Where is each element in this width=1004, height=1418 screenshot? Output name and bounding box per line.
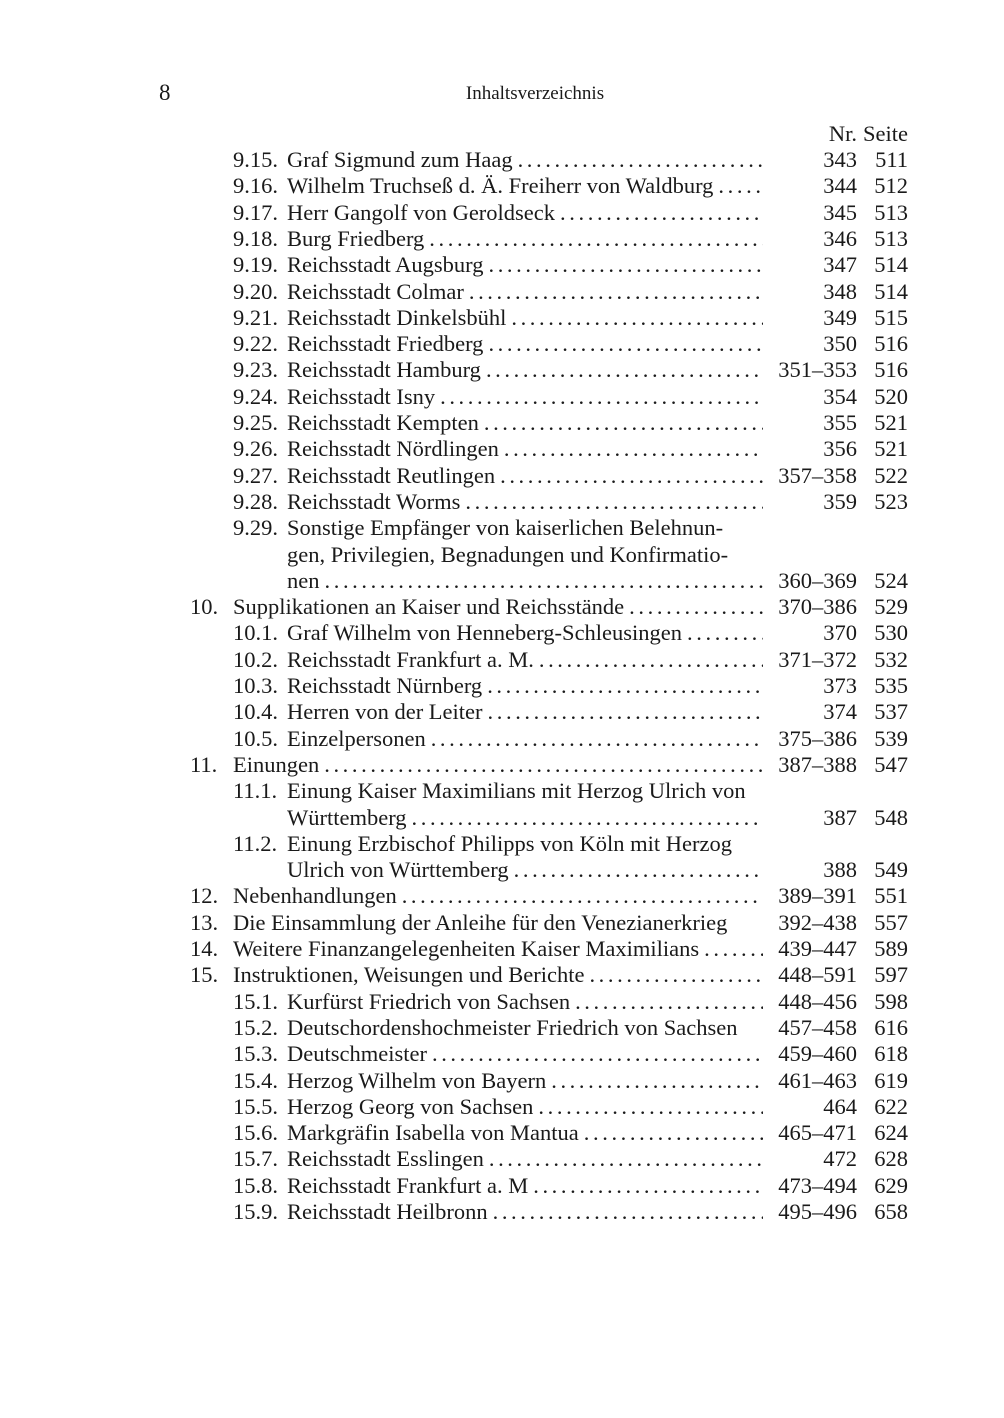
document-number: 375–386 bbox=[778, 725, 857, 751]
toc-entry bbox=[0, 1120, 1004, 1146]
subsection-number: 10.5. bbox=[233, 725, 278, 751]
dot-leader bbox=[495, 463, 763, 489]
toc-entry bbox=[0, 778, 1004, 804]
document-number: 351–353 bbox=[778, 357, 857, 383]
dot-leader bbox=[424, 226, 763, 252]
document-number: 354 bbox=[823, 383, 857, 409]
entry-title bbox=[287, 699, 763, 725]
subsection-number: 15.4. bbox=[233, 1067, 278, 1093]
document-number: 387–388 bbox=[778, 751, 857, 777]
document-number: 370–386 bbox=[778, 594, 857, 620]
toc-entry bbox=[0, 699, 1004, 725]
subsection-number: 15.7. bbox=[233, 1146, 278, 1172]
entry-title-text: Reichsstadt Kempten bbox=[287, 410, 479, 435]
subsection-number: 9.29. bbox=[233, 515, 278, 541]
page-number-ref: 589 bbox=[874, 936, 908, 961]
toc-entry bbox=[0, 226, 1004, 252]
dot-leader bbox=[682, 620, 763, 646]
dot-leader bbox=[579, 1120, 763, 1146]
subsection-number: 9.25. bbox=[233, 410, 278, 435]
entry-title-text: Einung Kaiser Maximilians mit Herzog Ulrich von bbox=[287, 778, 746, 804]
subsection-number: 15.3. bbox=[233, 1041, 278, 1067]
entry-title bbox=[287, 831, 847, 857]
dot-leader bbox=[570, 989, 763, 1015]
entry-title-text: Reichsstadt Isny bbox=[287, 383, 436, 409]
page-number-ref: 624 bbox=[874, 1120, 908, 1146]
entry-title bbox=[287, 568, 763, 594]
subsection-number: 15.6. bbox=[233, 1120, 278, 1146]
dot-leader bbox=[546, 1068, 763, 1094]
toc-entry bbox=[0, 252, 1004, 278]
toc-entry bbox=[0, 489, 1004, 515]
page-number-ref: 524 bbox=[874, 567, 908, 593]
subsection-number: 9.28. bbox=[233, 488, 278, 514]
dot-leader bbox=[483, 331, 763, 357]
entry-title bbox=[287, 410, 763, 436]
dot-leader bbox=[584, 962, 763, 988]
entry-title-text: Reichsstadt Colmar bbox=[287, 278, 464, 304]
toc-entry bbox=[0, 910, 1004, 936]
entry-title-text: Kurfürst Friedrich von Sachsen bbox=[287, 988, 571, 1014]
toc-entry bbox=[0, 200, 1004, 226]
document-number: 461–463 bbox=[778, 1067, 857, 1093]
dot-leader bbox=[481, 357, 763, 383]
entry-title-text: Reichsstadt Esslingen bbox=[287, 1146, 484, 1172]
entry-title bbox=[287, 989, 763, 1015]
dot-leader bbox=[624, 594, 763, 620]
dot-leader bbox=[484, 1146, 763, 1172]
dot-leader bbox=[483, 699, 763, 725]
toc-entry bbox=[0, 1041, 1004, 1067]
toc-entry bbox=[0, 568, 1004, 594]
running-title: Inhaltsverzeichnis bbox=[465, 83, 605, 104]
entry-title bbox=[287, 1146, 763, 1172]
toc-entry bbox=[0, 1173, 1004, 1199]
document-number: 359 bbox=[823, 488, 857, 514]
entry-title-text: Markgräfin Isabella von Mantua bbox=[287, 1120, 579, 1146]
dot-leader bbox=[435, 384, 763, 410]
entry-title-text: Supplikationen an Kaiser und Reichsstände bbox=[233, 594, 625, 620]
entry-title bbox=[287, 1041, 763, 1067]
document-number: 457–458 bbox=[778, 1014, 857, 1040]
entry-title bbox=[287, 542, 847, 568]
page-number-ref: 530 bbox=[874, 620, 908, 646]
entry-title bbox=[233, 936, 763, 962]
entry-title bbox=[287, 436, 763, 462]
toc-entry bbox=[0, 515, 1004, 541]
entry-title-text: Reichsstadt Nördlingen bbox=[287, 436, 499, 462]
subsection-number: 9.15. bbox=[233, 147, 278, 172]
subsection-number: 9.19. bbox=[233, 252, 278, 278]
toc-entry bbox=[0, 331, 1004, 357]
entry-title bbox=[287, 279, 763, 305]
subsection-number: 15.8. bbox=[233, 1172, 278, 1198]
dot-leader bbox=[319, 752, 763, 778]
subsection-number: 15.2. bbox=[233, 1014, 278, 1040]
entry-title bbox=[287, 673, 763, 699]
dot-leader bbox=[397, 883, 763, 909]
entry-title-text: nen bbox=[287, 567, 320, 593]
page-number: 8 bbox=[159, 80, 171, 105]
entry-title-text: Graf Sigmund zum Haag bbox=[287, 147, 513, 172]
entry-title-text: Herzog Georg von Sachsen bbox=[287, 1093, 534, 1119]
dot-leader bbox=[534, 647, 763, 673]
dot-leader bbox=[506, 305, 763, 331]
document-number: 343 bbox=[823, 147, 857, 172]
entry-title-text: Reichsstadt Reutlingen bbox=[287, 462, 496, 488]
page-number-ref: 547 bbox=[874, 751, 908, 777]
entry-title-text: Ulrich von Württemberg bbox=[287, 857, 509, 883]
entry-title-text: Reichsstadt Nürnberg bbox=[287, 673, 483, 698]
page-number-ref: 598 bbox=[874, 988, 908, 1014]
dot-leader bbox=[713, 173, 763, 199]
toc-entry bbox=[0, 831, 1004, 857]
dot-leader bbox=[499, 436, 763, 462]
entry-title-text: Herr Gangolf von Geroldseck bbox=[287, 199, 556, 225]
dot-leader bbox=[479, 410, 763, 436]
toc-entry bbox=[0, 647, 1004, 673]
entry-title bbox=[287, 252, 763, 278]
subsection-number: 9.24. bbox=[233, 383, 278, 409]
entry-title-text: Wilhelm Truchseß d. Ä. Freiherr von Waldburg bbox=[287, 173, 714, 199]
entry-title bbox=[287, 726, 763, 752]
page-number-ref: 557 bbox=[874, 909, 908, 935]
entry-title-text: Reichsstadt Augsburg bbox=[287, 252, 484, 278]
entry-title bbox=[287, 1068, 763, 1094]
subsection-number: 11.1. bbox=[233, 778, 278, 804]
page-number-ref: 513 bbox=[874, 225, 908, 251]
dot-leader bbox=[464, 279, 763, 305]
document-number: 387 bbox=[823, 804, 857, 830]
document-number: 472 bbox=[823, 1146, 857, 1172]
dot-leader bbox=[513, 147, 763, 173]
document-number: 349 bbox=[823, 304, 857, 330]
document-number: 346 bbox=[823, 225, 857, 251]
entry-title bbox=[287, 620, 763, 646]
document-number: 345 bbox=[823, 199, 857, 225]
entry-title bbox=[287, 778, 847, 804]
document-number: 448–456 bbox=[778, 988, 857, 1014]
dot-leader bbox=[482, 673, 763, 699]
toc-entry bbox=[0, 436, 1004, 462]
document-number: 473–494 bbox=[778, 1172, 857, 1198]
entry-title bbox=[287, 1199, 763, 1225]
entry-title-text: Burg Friedberg bbox=[287, 225, 425, 251]
dot-leader bbox=[488, 1199, 763, 1225]
toc-entry bbox=[0, 989, 1004, 1015]
toc-entry bbox=[0, 384, 1004, 410]
page-number-ref: 522 bbox=[874, 462, 908, 488]
page-number-ref: 616 bbox=[874, 1014, 908, 1040]
page-number-ref: 520 bbox=[874, 383, 908, 409]
entry-title-text: Herzog Wilhelm von Bayern bbox=[287, 1067, 547, 1093]
page-number-ref: 537 bbox=[874, 699, 908, 725]
entry-title bbox=[287, 226, 763, 252]
page-number-ref: 521 bbox=[874, 436, 908, 462]
entry-title-text: Deutschordenshochmeister Friedrich von Sachsen bbox=[287, 1014, 738, 1040]
entry-title bbox=[287, 1173, 763, 1199]
page-number-ref: 539 bbox=[874, 725, 908, 751]
entry-title-text: Einzelpersonen bbox=[287, 725, 426, 751]
entry-title bbox=[287, 384, 763, 410]
page-number-ref: 535 bbox=[874, 673, 908, 698]
toc-entry bbox=[0, 962, 1004, 988]
dot-leader bbox=[483, 252, 763, 278]
page-number-ref: 521 bbox=[874, 410, 908, 435]
subsection-number: 9.21. bbox=[233, 304, 278, 330]
toc-entry bbox=[0, 1015, 1004, 1041]
entry-title-text: Reichsstadt Friedberg bbox=[287, 331, 484, 357]
dot-leader bbox=[555, 200, 763, 226]
subsection-number: 11.2. bbox=[233, 830, 278, 856]
dot-leader bbox=[427, 1041, 763, 1067]
document-number: 371–372 bbox=[778, 646, 857, 672]
document-number: 388 bbox=[823, 857, 857, 883]
toc-entry bbox=[0, 805, 1004, 831]
entry-title-text: Reichsstadt Heilbronn bbox=[287, 1199, 488, 1224]
subsection-number: 15.1. bbox=[233, 988, 278, 1014]
entry-title bbox=[233, 594, 763, 620]
toc-entry bbox=[0, 542, 1004, 568]
entry-title bbox=[287, 331, 763, 357]
page-number-ref: 532 bbox=[874, 646, 908, 672]
dot-leader bbox=[533, 1094, 763, 1120]
entry-title-text: Württemberg bbox=[287, 804, 407, 830]
entry-title bbox=[233, 752, 763, 778]
toc-entry bbox=[0, 1068, 1004, 1094]
entry-title-text: Reichsstadt Hamburg bbox=[287, 357, 481, 383]
entry-title-text: Reichsstadt Dinkelsbühl bbox=[287, 304, 507, 330]
page-number-ref: 523 bbox=[874, 488, 908, 514]
toc-entry bbox=[0, 357, 1004, 383]
toc-entry bbox=[0, 883, 1004, 909]
dot-leader bbox=[509, 857, 763, 883]
document-number: 373 bbox=[823, 673, 857, 698]
toc-entry bbox=[0, 857, 1004, 883]
toc-entry bbox=[0, 726, 1004, 752]
page-number-ref: 622 bbox=[874, 1093, 908, 1119]
subsection-number: 9.22. bbox=[233, 331, 278, 357]
column-header-seite: Seite bbox=[863, 121, 908, 146]
page-number-ref: 597 bbox=[874, 962, 908, 988]
document-number: 374 bbox=[823, 699, 857, 725]
entry-title bbox=[287, 357, 763, 383]
entry-title bbox=[233, 962, 763, 988]
document-number: 357–358 bbox=[778, 462, 857, 488]
document-number: 347 bbox=[823, 252, 857, 278]
section-number: 11. bbox=[190, 751, 218, 777]
subsection-number: 9.23. bbox=[233, 357, 278, 383]
page-number-ref: 619 bbox=[874, 1067, 908, 1093]
page-number-ref: 551 bbox=[874, 883, 908, 909]
dot-leader bbox=[699, 936, 763, 962]
page-number-ref: 512 bbox=[874, 173, 908, 199]
entry-title bbox=[287, 173, 763, 199]
document-number: 389–391 bbox=[778, 883, 857, 909]
page-number-ref: 514 bbox=[874, 278, 908, 304]
document-number: 392–438 bbox=[778, 909, 857, 935]
toc-entry bbox=[0, 147, 1004, 173]
subsection-number: 9.18. bbox=[233, 225, 278, 251]
document-number: 360–369 bbox=[778, 567, 857, 593]
entry-title-text: Nebenhandlungen bbox=[233, 883, 397, 909]
entry-title bbox=[287, 200, 763, 226]
document-number: 464 bbox=[823, 1093, 857, 1119]
subsection-number: 9.16. bbox=[233, 173, 278, 199]
document-number: 348 bbox=[823, 278, 857, 304]
dot-leader bbox=[426, 726, 763, 752]
entry-title-text: Sonstige Empfänger von kaiserlichen Belehnun- bbox=[287, 515, 724, 541]
toc-entry bbox=[0, 936, 1004, 962]
entry-title bbox=[287, 1094, 763, 1120]
subsection-number: 15.5. bbox=[233, 1093, 278, 1119]
page-number-ref: 516 bbox=[874, 331, 908, 357]
entry-title-text: Reichsstadt Frankfurt a. M. bbox=[287, 646, 534, 672]
entry-title bbox=[287, 305, 763, 331]
document-number: 344 bbox=[823, 173, 857, 199]
toc-entry bbox=[0, 1094, 1004, 1120]
document-number: 465–471 bbox=[778, 1120, 857, 1146]
subsection-number: 9.26. bbox=[233, 436, 278, 462]
subsection-number: 10.1. bbox=[233, 620, 278, 646]
document-number: 356 bbox=[823, 436, 857, 462]
entry-title-text: Einung Erzbischof Philipps von Köln mit Herzog bbox=[287, 830, 732, 856]
subsection-number: 10.3. bbox=[233, 673, 278, 698]
toc-entry bbox=[0, 752, 1004, 778]
document-number: 459–460 bbox=[778, 1041, 857, 1067]
entry-title-text: Reichsstadt Worms bbox=[287, 488, 461, 514]
section-number: 10. bbox=[190, 594, 219, 620]
section-number: 13. bbox=[190, 909, 219, 935]
page-number-ref: 618 bbox=[874, 1041, 908, 1067]
page-number-ref: 628 bbox=[874, 1146, 908, 1172]
toc-entry bbox=[0, 1199, 1004, 1225]
toc-entry bbox=[0, 594, 1004, 620]
page-number-ref: 513 bbox=[874, 199, 908, 225]
page-number-ref: 658 bbox=[874, 1199, 908, 1224]
entry-title-text: Graf Wilhelm von Henneberg-Schleusingen bbox=[287, 620, 683, 646]
entry-title bbox=[287, 489, 763, 515]
entry-title-text: Reichsstadt Frankfurt a. M bbox=[287, 1172, 529, 1198]
section-number: 12. bbox=[190, 883, 219, 909]
entry-title-text: Die Einsammlung der Anleihe für den Venezianerkrieg bbox=[233, 909, 728, 935]
toc-entry bbox=[0, 410, 1004, 436]
section-number: 14. bbox=[190, 936, 219, 961]
toc-entry bbox=[0, 463, 1004, 489]
entry-title bbox=[287, 1120, 763, 1146]
entry-title-text: gen, Privilegien, Begnadungen und Konfirmatio- bbox=[287, 541, 729, 567]
page-number-ref: 629 bbox=[874, 1172, 908, 1198]
toc-entry bbox=[0, 305, 1004, 331]
page-number-ref: 548 bbox=[874, 804, 908, 830]
entry-title-text: Einungen bbox=[233, 751, 320, 777]
toc-entry bbox=[0, 620, 1004, 646]
subsection-number: 10.4. bbox=[233, 699, 278, 725]
toc-entry bbox=[0, 173, 1004, 199]
page-number-ref: 514 bbox=[874, 252, 908, 278]
entry-title bbox=[287, 147, 763, 173]
document-number: 350 bbox=[823, 331, 857, 357]
document-number: 448–591 bbox=[778, 962, 857, 988]
subsection-number: 10.2. bbox=[233, 646, 278, 672]
document-number: 355 bbox=[823, 410, 857, 435]
document-number: 495–496 bbox=[778, 1199, 857, 1224]
dot-leader bbox=[460, 489, 763, 515]
section-number: 15. bbox=[190, 962, 219, 988]
dot-leader bbox=[407, 805, 763, 831]
entry-title bbox=[287, 857, 763, 883]
page-number-ref: 515 bbox=[874, 304, 908, 330]
entry-title bbox=[287, 463, 763, 489]
page-number-ref: 516 bbox=[874, 357, 908, 383]
toc-entry bbox=[0, 1146, 1004, 1172]
entry-title bbox=[287, 805, 763, 831]
subsection-number: 15.9. bbox=[233, 1199, 278, 1224]
subsection-number: 9.27. bbox=[233, 462, 278, 488]
entry-title-text: Herren von der Leiter bbox=[287, 699, 483, 725]
toc-entry bbox=[0, 673, 1004, 699]
entry-title-text: Instruktionen, Weisungen und Berichte bbox=[233, 962, 585, 988]
entry-title bbox=[233, 883, 763, 909]
subsection-number: 9.17. bbox=[233, 199, 278, 225]
page-number-ref: 511 bbox=[875, 147, 908, 172]
page-number-ref: 549 bbox=[874, 857, 908, 883]
dot-leader bbox=[528, 1173, 763, 1199]
subsection-number: 9.20. bbox=[233, 278, 278, 304]
document-number: 370 bbox=[823, 620, 857, 646]
column-header-nr: Nr. bbox=[828, 121, 857, 146]
entry-title bbox=[287, 647, 763, 673]
toc-entry bbox=[0, 279, 1004, 305]
page-number-ref: 529 bbox=[874, 594, 908, 620]
entry-title bbox=[287, 515, 847, 541]
document-number: 439–447 bbox=[778, 936, 857, 961]
entry-title bbox=[233, 910, 793, 936]
dot-leader bbox=[320, 568, 764, 594]
entry-title-text: Weitere Finanzangelegenheiten Kaiser Maximilians bbox=[233, 936, 700, 961]
entry-title-text: Deutschmeister bbox=[287, 1041, 427, 1067]
